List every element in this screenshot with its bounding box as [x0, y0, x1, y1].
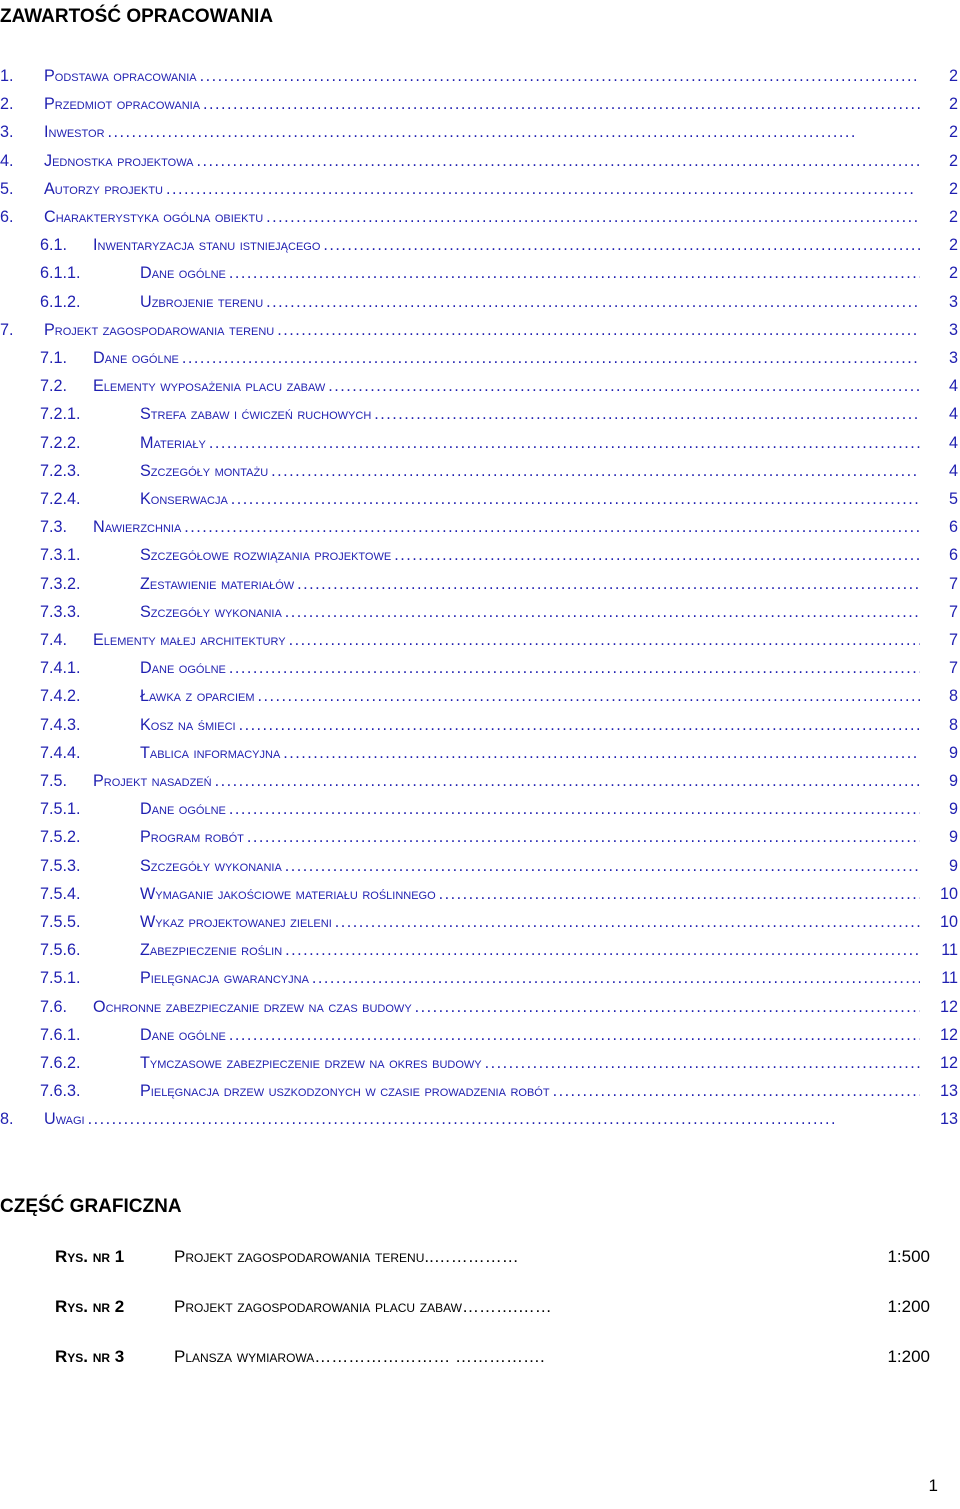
toc-entry[interactable]	[0, 795, 960, 823]
toc-entry-number: 7.6.3.	[40, 1082, 81, 1100]
toc-entry-page: 9	[948, 744, 958, 762]
toc-entry[interactable]	[0, 90, 960, 118]
drawing-id: Rys. nr 3	[55, 1347, 125, 1366]
toc-entry[interactable]	[0, 203, 960, 231]
toc-entry-label: Szczegóły montażu . . .	[140, 457, 920, 485]
toc-entry-page: 9	[948, 772, 958, 790]
toc-entry[interactable]	[0, 654, 960, 682]
toc-entry-label: Inwentaryzacja stanu istniejącego . . .	[93, 231, 920, 259]
toc-entry-page: 4	[948, 405, 958, 423]
toc-entry-page: 8	[948, 687, 958, 705]
toc-entry-label: Wymaganie jakościowe materiału roślinnego . . .	[140, 880, 920, 908]
toc-entry-page: 2	[948, 152, 958, 170]
toc-entry-number: 6.1.2.	[40, 293, 81, 311]
toc-entry[interactable]	[0, 1049, 960, 1077]
toc-entry-label: Szczegółowe rozwiązania projektowe . . .	[140, 541, 920, 569]
toc-entry-page: 10	[939, 913, 958, 931]
toc-entry[interactable]	[0, 231, 960, 259]
toc-entry[interactable]	[0, 62, 960, 90]
toc-entry-page: 7	[948, 659, 958, 677]
toc-entry[interactable]	[0, 823, 960, 851]
toc-title: ZAWARTOŚĆ OPRACOWANIA	[0, 6, 274, 27]
toc-entry[interactable]	[0, 908, 960, 936]
drawing-scale: 1:500	[887, 1247, 930, 1266]
toc-entry-page: 6	[948, 546, 958, 564]
toc-entry-label: Jednostka projektowa . . .	[44, 147, 920, 175]
toc-entry-page: 9	[948, 828, 958, 846]
drawing-title: Plansza wymiarowa…………………… …………….	[174, 1347, 545, 1366]
toc-entry-number: 7.4.2.	[40, 687, 81, 705]
toc-entry[interactable]	[0, 598, 960, 626]
toc-entry-page: 2	[948, 236, 958, 254]
toc-entry-label: Uwagi . . .	[44, 1105, 920, 1133]
toc-entry-label: Projekt nasadzeń . . .	[93, 767, 920, 795]
toc-entry-page: 2	[948, 95, 958, 113]
toc-entry[interactable]	[0, 993, 960, 1021]
toc-entry[interactable]	[0, 1021, 960, 1049]
toc-entry-number: 7.5.3.	[40, 857, 81, 875]
toc-entry-label: Elementy małej architektury . . .	[93, 626, 920, 654]
toc-entry-page: 4	[948, 434, 958, 452]
toc-entry[interactable]	[0, 400, 960, 428]
toc-entry-number: 7.5.1.	[40, 800, 81, 818]
toc-entry-label: Tymczasowe zabezpieczenie drzew na okres budowy . . .	[140, 1049, 920, 1077]
toc-entry-page: 12	[939, 998, 958, 1016]
toc-entry-page: 9	[948, 857, 958, 875]
toc-entry-number: 6.1.1.	[40, 264, 81, 282]
toc-entry-label: Ochronne zabezpieczanie drzew na czas budowy . . .	[93, 993, 920, 1021]
toc-entry-page: 2	[948, 67, 958, 85]
toc-entry-number: 7.2.2.	[40, 434, 81, 452]
toc-entry-label: Konserwacja . . .	[140, 485, 920, 513]
drawing-entry	[0, 1292, 960, 1322]
toc-entry-number: 7.1.	[40, 349, 68, 367]
toc-entry-page: 7	[948, 603, 958, 621]
toc-entry-page: 2	[948, 180, 958, 198]
toc-entry-number: 7.3.1.	[40, 546, 81, 564]
toc-entry-label: Nawierzchnia . . .	[93, 513, 920, 541]
toc-entry-page: 3	[948, 321, 958, 339]
toc-entry[interactable]	[0, 1105, 960, 1133]
page-number: 1	[928, 1476, 938, 1495]
toc-entry-label: Program robót . . .	[140, 823, 920, 851]
toc-entry-label: Pielęgnacja gwarancyjna . . .	[140, 964, 920, 992]
toc-entry-number: 7.5.1.	[40, 969, 81, 987]
toc-entry-page: 3	[948, 349, 958, 367]
toc-entry[interactable]	[0, 288, 960, 316]
toc-entry[interactable]	[0, 964, 960, 992]
graphic-part-title: CZĘŚĆ GRAFICZNA	[0, 1196, 182, 1217]
toc-entry-page: 4	[948, 462, 958, 480]
toc-entry-number: 7.5.6.	[40, 941, 81, 959]
drawing-id: Rys. nr 1	[55, 1247, 125, 1266]
toc-entry-number: 7.3.2.	[40, 575, 81, 593]
toc-entry-label: Dane ogólne . . .	[140, 654, 920, 682]
toc-entry-page: 2	[948, 264, 958, 282]
toc-entry-number: 7.	[0, 321, 14, 339]
toc-entry-label: Charakterystyka ogólna obiektu . . .	[44, 203, 920, 231]
drawing-entry	[0, 1242, 960, 1272]
toc-entry-page: 13	[939, 1110, 958, 1128]
toc-entry-page: 9	[948, 800, 958, 818]
toc-entry-label: Dane ogólne . . .	[140, 259, 920, 287]
toc-entry-number: 7.3.	[40, 518, 68, 536]
toc-entry-page: 2	[948, 123, 958, 141]
toc-entry-page: 5	[948, 490, 958, 508]
toc-entry-page: 12	[939, 1026, 958, 1044]
toc-entry[interactable]	[0, 513, 960, 541]
toc-entry-label: Wykaz projektowanej zieleni . . .	[140, 908, 920, 936]
toc-entry-label: Projekt zagospodarowania terenu . . .	[44, 316, 920, 344]
toc-entry[interactable]	[0, 175, 960, 203]
toc-entry[interactable]	[0, 936, 960, 964]
toc-entry-label: Inwestor . . .	[44, 118, 920, 146]
toc-entry[interactable]	[0, 541, 960, 569]
toc-entry-number: 7.5.2.	[40, 828, 81, 846]
toc-entry[interactable]	[0, 485, 960, 513]
toc-entry-label: Szczegóły wykonania . . .	[140, 852, 920, 880]
toc-entry-page: 4	[948, 377, 958, 395]
toc-entry-label: Pielęgnacja drzew uszkodzonych w czasie prowadzenia robót . . .	[140, 1077, 920, 1105]
toc-entry[interactable]	[0, 1077, 960, 1105]
toc-entry-page: 13	[939, 1082, 958, 1100]
toc-entry-label: Dane ogólne . . .	[93, 344, 920, 372]
toc-entry-number: 7.2.4.	[40, 490, 81, 508]
toc-entry-number: 8.	[0, 1110, 14, 1128]
toc-entry-label: Dane ogólne . . .	[140, 1021, 920, 1049]
toc-entry[interactable]	[0, 570, 960, 598]
toc-entry-number: 7.2.1.	[40, 405, 81, 423]
toc-entry-page: 7	[948, 631, 958, 649]
toc-entry-number: 7.4.3.	[40, 716, 81, 734]
toc-entry-label: Elementy wyposażenia placu zabaw . . .	[93, 372, 920, 400]
toc-entry[interactable]	[0, 457, 960, 485]
toc-entry-number: 7.6.	[40, 998, 68, 1016]
toc-entry[interactable]	[0, 739, 960, 767]
toc-entry-number: 3.	[0, 123, 14, 141]
drawing-entry	[0, 1342, 960, 1372]
toc-entry-number: 7.6.1.	[40, 1026, 81, 1044]
toc-entry[interactable]	[0, 711, 960, 739]
toc-entry-page: 11	[941, 941, 958, 959]
toc-entry-page: 8	[948, 716, 958, 734]
toc-entry[interactable]	[0, 372, 960, 400]
toc-entry-label: Autorzy projektu . . .	[44, 175, 920, 203]
toc-entry[interactable]	[0, 880, 960, 908]
toc-entry-page: 11	[941, 969, 958, 987]
toc-entry-number: 2.	[0, 95, 14, 113]
toc-entry-page: 6	[948, 518, 958, 536]
toc-entry-number: 6.	[0, 208, 14, 226]
toc-entry[interactable]	[0, 344, 960, 372]
toc-entry[interactable]	[0, 147, 960, 175]
toc-entry-label: Strefa zabaw i ćwiczeń ruchowych . . .	[140, 400, 920, 428]
drawing-title: Projekt zagospodarowania placu zabaw……….……	[174, 1297, 552, 1316]
toc-entry-number: 7.2.3.	[40, 462, 81, 480]
drawing-scale: 1:200	[887, 1347, 930, 1366]
toc-entry-label: Zabezpieczenie roślin . . .	[140, 936, 920, 964]
toc-entry-number: 7.3.3.	[40, 603, 81, 621]
drawing-id: Rys. nr 2	[55, 1297, 125, 1316]
toc-entry[interactable]	[0, 259, 960, 287]
drawing-title: Projekt zagospodarowania terenu..……………	[174, 1247, 519, 1266]
toc-entry-label: Zestawienie materiałów . . .	[140, 570, 920, 598]
toc-entry-label: Podstawa opracowania . . .	[44, 62, 920, 90]
toc-entry-number: 7.2.	[40, 377, 68, 395]
toc-entry[interactable]	[0, 852, 960, 880]
toc-entry-page: 7	[948, 575, 958, 593]
toc-entry-number: 7.5.5.	[40, 913, 81, 931]
toc-entry[interactable]	[0, 429, 960, 457]
toc-entry-number: 1.	[0, 67, 14, 85]
toc-entry-number: 7.5.4.	[40, 885, 81, 903]
toc-entry-number: 7.6.2.	[40, 1054, 81, 1072]
toc-entry-number: 7.4.4.	[40, 744, 81, 762]
toc-entry[interactable]	[0, 626, 960, 654]
toc-entry[interactable]	[0, 767, 960, 795]
toc-entry-label: Dane ogólne . . .	[140, 795, 920, 823]
toc-entry[interactable]	[0, 118, 960, 146]
toc-entry-label: Szczegóły wykonania . . .	[140, 598, 920, 626]
toc-entry-number: 5.	[0, 180, 14, 198]
toc-entry-label: Materiały . . .	[140, 429, 920, 457]
toc-entry-label: Ławka z oparciem . . .	[140, 682, 920, 710]
toc-entry[interactable]	[0, 316, 960, 344]
toc-entry-page: 2	[948, 208, 958, 226]
toc-entry-page: 12	[939, 1054, 958, 1072]
toc-entry-number: 7.4.	[40, 631, 68, 649]
toc-entry-number: 6.1.	[40, 236, 68, 254]
toc-entry-label: Tablica informacyjna . . .	[140, 739, 920, 767]
toc-entry[interactable]	[0, 682, 960, 710]
toc-entry-page: 10	[939, 885, 958, 903]
toc-entry-number: 7.5.	[40, 772, 68, 790]
toc-entry-page: 3	[948, 293, 958, 311]
toc-entry-label: Kosz na śmieci . . .	[140, 711, 920, 739]
toc-entry-number: 7.4.1.	[40, 659, 81, 677]
toc-entry-label: Uzbrojenie terenu . . .	[140, 288, 920, 316]
toc-entry-label: Przedmiot opracowania . . .	[44, 90, 920, 118]
drawing-scale: 1:200	[887, 1297, 930, 1316]
toc-entry-number: 4.	[0, 152, 14, 170]
